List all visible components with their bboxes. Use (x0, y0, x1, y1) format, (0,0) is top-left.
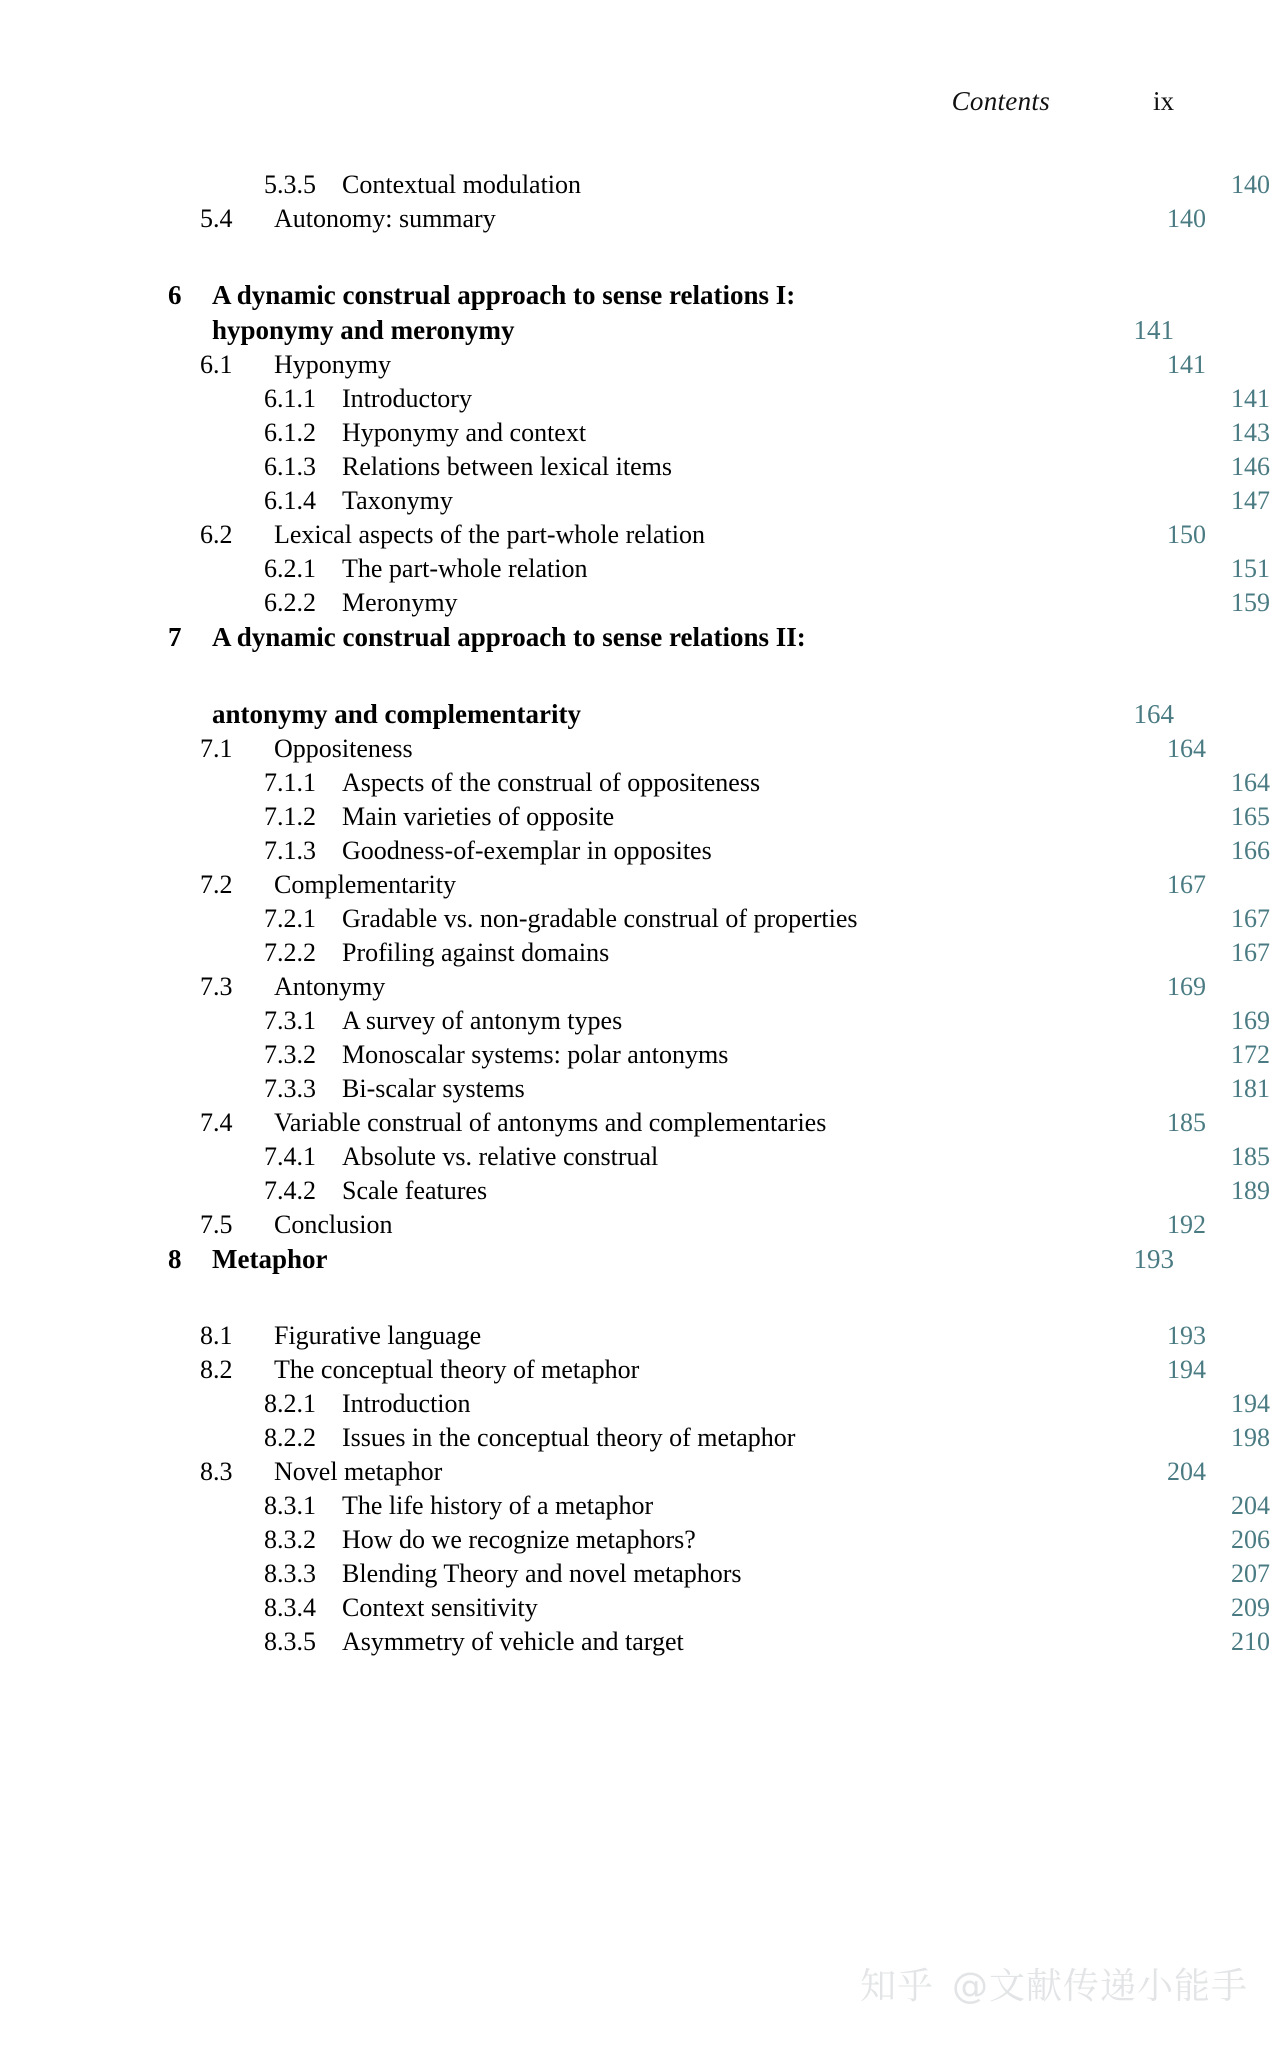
running-head (0, 86, 1286, 126)
toc-entry[interactable] (168, 1110, 1206, 1136)
toc-entry-number: 7.1.2 (264, 802, 316, 831)
toc-entry-page-number: 172 (1231, 1040, 1270, 1069)
toc-entry[interactable] (168, 172, 1270, 198)
toc-entry-page-number: 151 (1231, 554, 1270, 583)
toc-entry-page-number: 185 (1231, 1142, 1270, 1171)
toc-entry[interactable] (168, 906, 1270, 932)
toc-entry[interactable] (168, 206, 1206, 232)
toc-entry[interactable] (168, 1212, 1206, 1238)
toc-entry[interactable] (168, 1357, 1206, 1383)
toc-entry[interactable] (168, 1323, 1206, 1349)
table-of-contents-list (0, 172, 1286, 1663)
toc-entry[interactable] (168, 590, 1270, 616)
toc-entry[interactable] (168, 1076, 1270, 1102)
chapter-gap (168, 659, 1174, 701)
toc-entry-number: 8.3.2 (264, 1525, 316, 1554)
toc-entry-number: 7.5 (200, 1210, 233, 1239)
toc-entry-title: Context sensitivity (342, 1593, 538, 1622)
toc-entry[interactable] (168, 317, 1174, 344)
toc-entry-title: Meronymy (342, 588, 458, 617)
toc-entry-number: 6.1 (200, 350, 233, 379)
toc-entry[interactable] (168, 701, 1174, 728)
toc-entry-title: Complementarity (274, 870, 456, 899)
toc-entry-page-number: 206 (1231, 1525, 1270, 1554)
toc-entry[interactable] (168, 974, 1206, 1000)
toc-entry-page-number: 141 (1231, 384, 1270, 413)
toc-entry-page-number: 207 (1231, 1559, 1270, 1588)
toc-entry[interactable] (168, 804, 1270, 830)
toc-entry-title: Hyponymy (274, 350, 391, 379)
toc-entry-title: Issues in the conceptual theory of metaphor (342, 1423, 796, 1452)
toc-entry-title: A dynamic construal approach to sense relations II: (212, 622, 806, 652)
toc-entry[interactable] (168, 1144, 1270, 1170)
toc-entry-title: Introduction (342, 1389, 471, 1418)
toc-entry-number: 6.2 (200, 520, 233, 549)
toc-entry-number: 8.3.4 (264, 1593, 316, 1622)
toc-entry-number: 7.1 (200, 734, 233, 763)
toc-entry[interactable] (168, 1042, 1270, 1068)
toc-entry-number: 7.4 (200, 1108, 233, 1137)
toc-entry-page-number: 167 (1167, 870, 1206, 899)
toc-entry[interactable] (168, 624, 1174, 651)
toc-entry-number: 6.1.3 (264, 452, 316, 481)
toc-entry-title: Antonymy (274, 972, 386, 1001)
toc-entry[interactable] (168, 1246, 1174, 1273)
toc-entry-number: 8.2.1 (264, 1389, 316, 1418)
toc-entry-title: Autonomy: summary (274, 204, 496, 233)
toc-entry-title: Absolute vs. relative construal (342, 1142, 659, 1171)
toc-entry-number: 7 (168, 622, 182, 652)
toc-entry[interactable] (168, 386, 1270, 412)
toc-entry[interactable] (168, 1008, 1270, 1034)
toc-entry-number: 7.2 (200, 870, 233, 899)
toc-entry-number: 7.4.2 (264, 1176, 316, 1205)
toc-entry-page-number: 204 (1167, 1457, 1206, 1486)
toc-entry-title: Goodness-of-exemplar in opposites (342, 836, 712, 865)
toc-entry-title: antonymy and complementarity (212, 699, 581, 729)
toc-entry-title: Introductory (342, 384, 472, 413)
toc-entry-title: Conclusion (274, 1210, 393, 1239)
toc-entry-page-number: 181 (1231, 1074, 1270, 1103)
watermark (0, 1958, 1286, 2009)
toc-entry[interactable] (168, 454, 1270, 480)
watermark-handle: @文献传递小能手 (951, 1966, 1248, 2007)
toc-entry-title: Novel metaphor (274, 1457, 443, 1486)
toc-entry-page-number: 141 (1167, 350, 1206, 379)
toc-entry-page-number: 143 (1231, 418, 1270, 447)
toc-entry[interactable] (168, 1493, 1270, 1519)
toc-entry-page-number: 166 (1231, 836, 1270, 865)
toc-entry-number: 8.3.3 (264, 1559, 316, 1588)
toc-entry-number: 8.1 (200, 1321, 233, 1350)
toc-entry-title: Relations between lexical items (342, 452, 672, 481)
toc-entry[interactable] (168, 420, 1270, 446)
toc-entry-number: 6.1.4 (264, 486, 316, 515)
toc-entry-number: 8.3 (200, 1457, 233, 1486)
chapter-gap (168, 240, 1174, 282)
toc-entry-page-number: 140 (1231, 170, 1270, 199)
toc-entry-title: Asymmetry of vehicle and target (342, 1627, 684, 1656)
toc-entry[interactable] (168, 1527, 1270, 1553)
toc-entry-page-number: 147 (1231, 486, 1270, 515)
toc-entry-page-number: 169 (1231, 1006, 1270, 1035)
toc-entry-number: 6 (168, 280, 182, 310)
toc-entry-number: 7.1.1 (264, 768, 316, 797)
toc-entry-title: A survey of antonym types (342, 1006, 623, 1035)
toc-entry-title: Lexical aspects of the part-whole relation (274, 520, 705, 549)
toc-entry-page-number: 164 (1231, 768, 1270, 797)
toc-entry-number: 7.3.3 (264, 1074, 316, 1103)
toc-entry-page-number: 164 (1167, 734, 1206, 763)
toc-entry-page-number: 204 (1231, 1491, 1270, 1520)
toc-entry-page-number: 169 (1167, 972, 1206, 1001)
toc-entry[interactable] (168, 522, 1206, 548)
toc-entry-title: Taxonymy (342, 486, 453, 515)
toc-entry-number: 5.4 (200, 204, 233, 233)
toc-entry[interactable] (168, 1561, 1270, 1587)
toc-entry-page-number: 194 (1231, 1389, 1270, 1418)
toc-entry-title: A dynamic construal approach to sense relations I: (212, 280, 796, 310)
toc-entry-number: 7.2.1 (264, 904, 316, 933)
toc-entry-page-number: 193 (1133, 1244, 1174, 1274)
toc-entry-number: 7.1.3 (264, 836, 316, 865)
toc-entry[interactable] (168, 1629, 1270, 1655)
toc-entry[interactable] (168, 736, 1206, 762)
toc-entry-title: Profiling against domains (342, 938, 610, 967)
toc-entry-page-number: 167 (1231, 904, 1270, 933)
toc-entry-title: The part-whole relation (342, 554, 588, 583)
toc-entry-page-number: 194 (1167, 1355, 1206, 1384)
toc-entry-number: 7.2.2 (264, 938, 316, 967)
toc-entry[interactable] (168, 940, 1270, 966)
toc-entry[interactable] (168, 872, 1206, 898)
toc-entry-title: Contextual modulation (342, 170, 582, 199)
toc-entry-number: 7.3.2 (264, 1040, 316, 1069)
toc-entry-page-number: 185 (1167, 1108, 1206, 1137)
toc-entry[interactable] (168, 488, 1270, 514)
toc-entry-number: 6.1.1 (264, 384, 316, 413)
toc-entry-page-number: 165 (1231, 802, 1270, 831)
toc-entry-number: 7.3.1 (264, 1006, 316, 1035)
toc-entry-number: 8.3.5 (264, 1627, 316, 1656)
toc-entry-number: 8.2 (200, 1355, 233, 1384)
toc-entry-page-number: 146 (1231, 452, 1270, 481)
toc-entry-title: Oppositeness (274, 734, 413, 763)
toc-entry-title: Hyponymy and context (342, 418, 587, 447)
watermark-brand: 知乎 (859, 1966, 934, 2007)
toc-entry-title: hyponymy and meronymy (212, 315, 515, 345)
toc-entry-number: 6.2.1 (264, 554, 316, 583)
toc-entry-title: Scale features (342, 1176, 488, 1205)
toc-entry[interactable] (168, 1459, 1206, 1485)
toc-entry-page-number: 209 (1231, 1593, 1270, 1622)
toc-entry-title: Monoscalar systems: polar antonyms (342, 1040, 729, 1069)
toc-entry-page-number: 192 (1167, 1210, 1206, 1239)
toc-entry-page-number: 141 (1133, 315, 1174, 345)
toc-entry[interactable] (168, 1178, 1270, 1204)
running-head-folio: ix (1152, 86, 1174, 116)
toc-entry-title: Gradable vs. non-gradable construal of properties (342, 904, 858, 933)
toc-entry-page-number: 164 (1133, 699, 1174, 729)
toc-entry-number: 8.2.2 (264, 1423, 316, 1452)
toc-entry[interactable] (168, 282, 1174, 309)
toc-entry[interactable] (168, 770, 1270, 796)
toc-entry-number: 6.2.2 (264, 588, 316, 617)
toc-entry-title: The conceptual theory of metaphor (274, 1355, 640, 1384)
toc-entry-number: 7.4.1 (264, 1142, 316, 1171)
toc-entry-title: Figurative language (274, 1321, 482, 1350)
toc-entry[interactable] (168, 1595, 1270, 1621)
toc-entry-number: 7.3 (200, 972, 233, 1001)
toc-entry-page-number: 198 (1231, 1423, 1270, 1452)
toc-entry-title: How do we recognize metaphors? (342, 1525, 696, 1554)
toc-entry-number: 8.3.1 (264, 1491, 316, 1520)
toc-entry-page-number: 159 (1231, 588, 1270, 617)
toc-entry[interactable] (168, 1425, 1270, 1451)
toc-entry-page-number: 210 (1231, 1627, 1270, 1656)
toc-entry-title: Blending Theory and novel metaphors (342, 1559, 742, 1588)
toc-entry-page-number: 193 (1167, 1321, 1206, 1350)
toc-entry-title: The life history of a metaphor (342, 1491, 654, 1520)
toc-entry[interactable] (168, 1391, 1270, 1417)
toc-entry-page-number: 150 (1167, 520, 1206, 549)
toc-entry[interactable] (168, 838, 1270, 864)
toc-entry-page-number: 189 (1231, 1176, 1270, 1205)
toc-entry-title: Variable construal of antonyms and complementaries (274, 1108, 827, 1137)
running-head-title: Contents (951, 86, 1050, 116)
toc-entry-title: Bi-scalar systems (342, 1074, 525, 1103)
chapter-gap (168, 1281, 1174, 1323)
toc-entry-title: Aspects of the construal of oppositeness (342, 768, 761, 797)
toc-entry-title: Metaphor (212, 1244, 328, 1274)
toc-entry-number: 6.1.2 (264, 418, 316, 447)
toc-entry-page-number: 167 (1231, 938, 1270, 967)
toc-entry-number: 5.3.5 (264, 170, 316, 199)
toc-entry[interactable] (168, 352, 1206, 378)
toc-entry-title: Main varieties of opposite (342, 802, 615, 831)
toc-entry[interactable] (168, 556, 1270, 582)
toc-entry-number: 8 (168, 1244, 182, 1274)
toc-entry-page-number: 140 (1167, 204, 1206, 233)
